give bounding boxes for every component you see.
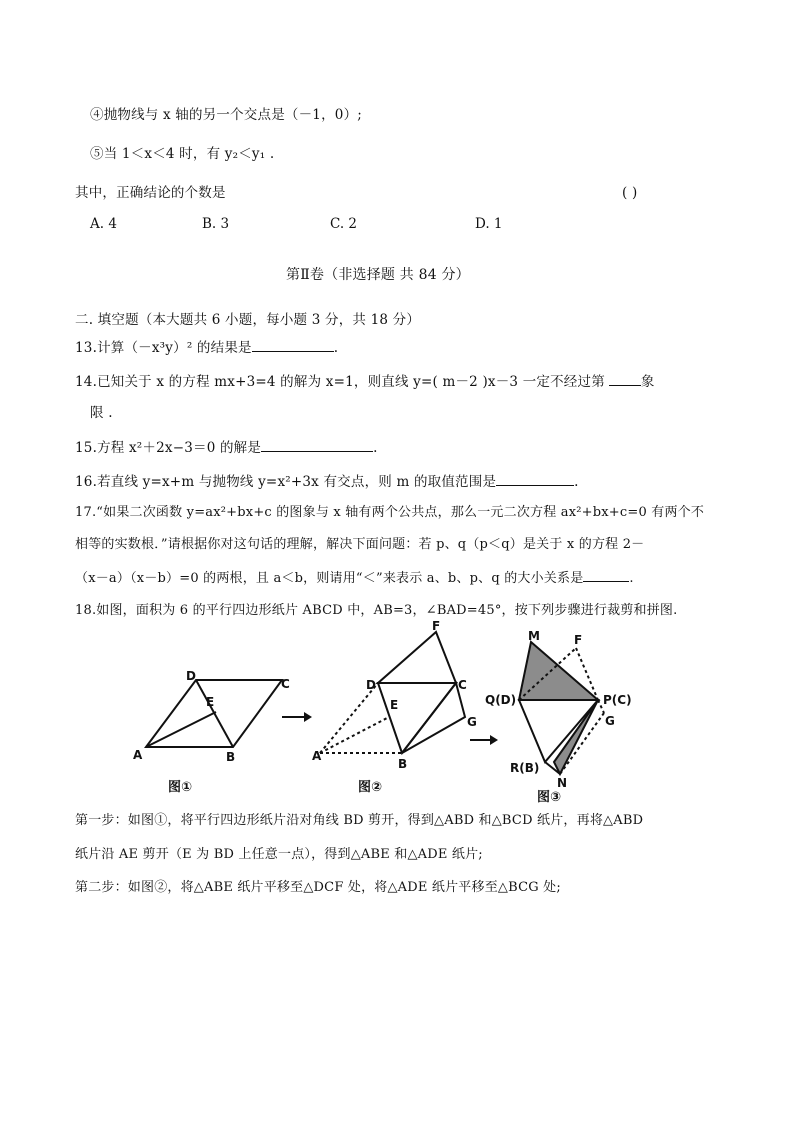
option-d: D. 1 — [475, 216, 503, 232]
fig3-label-n: N — [557, 776, 568, 790]
q18-step1-line2: 纸片沿 AE 剪开（E 为 BD 上任意一点），得到△ABE 和△ADE 纸片; — [75, 847, 483, 862]
fig2-label-e: E — [390, 698, 399, 712]
q12-item4: ④抛物线与 x 轴的另一个交点是（－1，0）; — [90, 107, 363, 123]
option-b: B. 3 — [202, 216, 230, 232]
q15 — [75, 438, 378, 457]
q15-answer-blank[interactable] — [261, 438, 373, 452]
q16 — [75, 472, 579, 491]
fig2-label-d: D — [366, 678, 376, 692]
q17-line3 — [75, 568, 634, 588]
fig3-label-q: Q(D) — [485, 693, 517, 707]
option-a: A. 4 — [90, 216, 117, 232]
section-title: 第Ⅱ卷（非选择题 共 84 分） — [286, 267, 470, 283]
fig1-label-a: A — [133, 748, 143, 762]
q17-answer-blank[interactable] — [583, 568, 629, 582]
fig2-triangle-bcd — [378, 683, 456, 753]
figures-area — [0, 620, 794, 810]
fig1-segment-ae — [146, 712, 216, 747]
q14-answer-blank[interactable] — [609, 372, 641, 386]
q13-text: 13.计算（－x³y）² 的结果是 — [75, 340, 252, 356]
q13-end: . — [333, 340, 339, 356]
caption-fig2: 图② — [358, 780, 383, 795]
q17-end: . — [629, 571, 634, 586]
fig1-label-e: E — [206, 695, 215, 709]
fig2-triangle-dcf — [378, 632, 456, 683]
figure-2 — [320, 632, 465, 753]
figure-1 — [146, 680, 282, 747]
fig3-label-r: R(B) — [510, 761, 540, 775]
fig2-label-a: A — [312, 749, 322, 763]
fig2-dashed-ae — [320, 717, 389, 753]
fig3-label-f: F — [574, 633, 583, 647]
q17-line2: 相等的实数根．”请根据你对这句话的理解，解决下面问题：若 p、q（p＜q）是关于 x 的方程 2－ — [75, 537, 645, 552]
q15-end: . — [373, 440, 378, 456]
q13 — [75, 338, 338, 357]
fig2-label-b: B — [398, 757, 408, 771]
q18-step2: 第二步：如图②，将△ABE 纸片平移至△DCF 处，将△ADE 纸片平移至△BCG 处; — [75, 880, 561, 895]
arrow-2-head — [490, 735, 498, 745]
fig1-label-b: B — [226, 750, 236, 764]
fig3-label-p: P(C) — [603, 693, 632, 707]
fig2-triangle-bcg — [402, 683, 465, 753]
q18-line1: 18.如图，面积为 6 的平行四边形纸片 ABCD 中，AB=3，∠BAD=45°，按下列步骤进行裁剪和拼图. — [75, 603, 678, 618]
q14-line1 — [75, 372, 655, 391]
fig3-label-g: G — [605, 714, 615, 728]
fig2-label-c: C — [458, 678, 467, 692]
fig2-label-f: F — [432, 620, 441, 633]
q15-text: 15.方程 x²＋2x−3＝0 的解是 — [75, 440, 262, 456]
q16-answer-blank[interactable] — [496, 472, 574, 486]
fig3-shaded-bottom — [554, 700, 598, 774]
part2-header: 二. 填空题（本大题共 6 小题，每小题 3 分，共 18 分） — [75, 312, 421, 328]
figure-3 — [519, 642, 604, 774]
option-c: C. 2 — [330, 216, 358, 232]
arrow-1-head — [304, 712, 312, 722]
caption-fig3: 图③ — [537, 790, 562, 805]
q14-line1-end: 象 — [640, 374, 655, 390]
q13-answer-blank[interactable] — [252, 338, 334, 352]
q17-text: （x－a）（x－b）=0 的两根，且 a＜b，则请用“＜”来表示 a、b、p、q 的大小关系是 — [75, 571, 584, 586]
q14-line2: 限 . — [90, 405, 113, 421]
q16-text: 16.若直线 y=x+m 与抛物线 y=x²+3x 有交点，则 m 的取值范围是 — [75, 474, 497, 490]
q12-question: 其中，正确结论的个数是 — [75, 185, 226, 201]
caption-fig1: 图① — [168, 780, 193, 795]
q14-text: 14.已知关于 x 的方程 mx+3=4 的解为 x=1，则直线 y=( m－2 )x－3 一定不经过第 — [75, 374, 605, 390]
fig1-label-d: D — [186, 669, 196, 683]
q16-end: . — [574, 474, 579, 490]
fig1-label-c: C — [281, 677, 290, 691]
fig2-dashed-ad — [320, 683, 378, 753]
q17-line1: 17.“如果二次函数 y=ax²+bx+c 的图象与 x 轴有两个公共点，那么一元二次方程 ax²+bx+c=0 有两个不 — [75, 505, 705, 520]
q18-step1-line1: 第一步：如图①，将平行四边形纸片沿对角线 BD 剪开，得到△ABD 和△BCD 纸片，再将△ABD — [75, 813, 644, 828]
q12-answer-paren: ( ) — [622, 185, 638, 201]
fig3-label-m: M — [528, 629, 540, 643]
fig2-label-g: G — [467, 715, 477, 729]
q12-item5: ⑤当 1＜x＜4 时，有 y₂＜y₁ . — [90, 146, 275, 162]
fig3-triangle-pqr — [519, 700, 598, 762]
